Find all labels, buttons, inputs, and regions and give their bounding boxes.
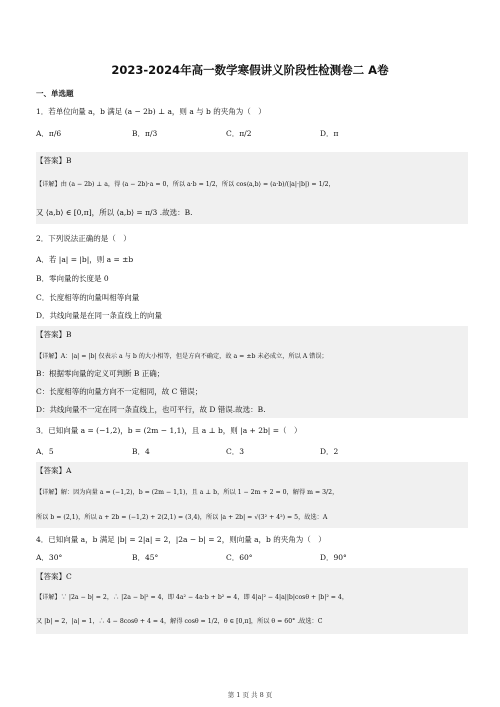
q3-options bbox=[36, 446, 466, 460]
q3-explanation-2: 所以 b = (2,1)，所以 a + 2b = (−1,2) + 2(2,1) = (3,4)，所以 |a + 2b| = √(3² + 4²) = 5，故选：A bbox=[36, 514, 328, 521]
q2-explanation-a: 【详解】A：|a| = |b| 仅表示 a 与 b 的大小相等，但是方向不确定，故 a = ±b 未必成立，所以 A 错误； bbox=[36, 353, 328, 360]
q2-explanation-d: D：共线向量不一定在同一条直线上，也可平行，故 D 错误.故选：B. bbox=[36, 405, 266, 414]
q1-explanation-1: 【详解】由 (a − 2b) ⊥ a，得 (a − 2b)·a = 0，所以 a·b = 1/2，所以 cos⟨a,b⟩ = (a·b)/(|a|·|b|) = 1/2， bbox=[36, 181, 335, 188]
q1-options bbox=[36, 128, 466, 148]
q3-option-d: D．2 bbox=[320, 447, 339, 456]
q1-option-a: A．π/6 bbox=[36, 129, 62, 138]
q2-option-a: A．若 |a| = |b|，则 a = ±b bbox=[36, 255, 134, 264]
q4-explanation-2: 又 |b| = 2，|a| = 1，∴ 4 − 8cosθ + 4 = 4，解得 cosθ = 1/2，θ ∈ [0,π]，所以 θ = 60° .故选：C bbox=[36, 618, 323, 625]
q4-option-d: D．90° bbox=[320, 553, 347, 562]
q1-answer: 【答案】B bbox=[36, 156, 72, 165]
q4-option-c: C．60° bbox=[226, 553, 253, 562]
q4-explanation-1: 【详解】∵ |2a − b| = 2，∴ |2a − b|² = 4，即 4a² − 4a·b + b² = 4，即 4|a|² − 4|a||b|cosθ + |b|² = 4， bbox=[36, 594, 349, 601]
q4-answer: 【答案】C bbox=[36, 572, 72, 581]
q4-stem: 4．已知向量 a，b 满足 |b| = 2|a| = 2，|2a − b| = 2，则向量 a，b 的夹角为（ ） bbox=[36, 535, 326, 544]
page-number: 第 1 页 共 8 页 bbox=[227, 691, 273, 699]
q1-option-b: B．π/3 bbox=[132, 129, 158, 138]
page-title: 2023-2024年高一数学寒假讲义阶段性检测卷二 A卷 bbox=[111, 63, 389, 77]
q2-explanation-b: B：根据零向量的定义可判断 B 正确； bbox=[36, 369, 165, 378]
q1-stem: 1．若单位向量 a，b 满足 (a − 2b) ⊥ a，则 a 与 b 的夹角为（ ） bbox=[36, 107, 266, 116]
q4-option-a: A．30° bbox=[36, 553, 63, 562]
section-heading: 一、单选题 bbox=[36, 89, 74, 98]
q2-option-d: D．共线向量是在同一条直线上的向量 bbox=[36, 311, 163, 320]
q3-option-b: B．4 bbox=[132, 447, 150, 456]
q3-option-a: A．5 bbox=[36, 447, 54, 456]
q2-option-b: B．零向量的长度是 0 bbox=[36, 274, 109, 283]
q2-answer: 【答案】B bbox=[36, 330, 72, 339]
q2-explanation-c: C：长度相等的向量方向不一定相同，故 C 错误； bbox=[36, 387, 203, 396]
q3-option-c: C．3 bbox=[226, 447, 245, 456]
q4-option-b: B．45° bbox=[132, 553, 159, 562]
q4-options bbox=[36, 552, 466, 566]
q3-answer: 【答案】A bbox=[36, 466, 72, 475]
q2-option-c: C．长度相等的向量叫相等向量 bbox=[36, 293, 140, 302]
q1-explanation-2: 又 ⟨a,b⟩ ∈ [0,π]，所以 ⟨a,b⟩ = π/3 .故选：B. bbox=[36, 208, 193, 217]
q1-option-d: D．π bbox=[320, 129, 339, 138]
q3-explanation-1: 【详解】解：因为向量 a = (−1,2)，b = (2m − 1,1)，且 a ⊥ b，所以 1 − 2m + 2 = 0，解得 m = 3/2， bbox=[36, 489, 339, 496]
q3-stem: 3．已知向量 a = (−1,2)，b = (2m − 1,1)，且 a ⊥ b，则 |a + 2b| =（ ） bbox=[36, 426, 302, 435]
q2-stem: 2．下列说法正确的是（ ） bbox=[36, 234, 131, 243]
q1-option-c: C．π/2 bbox=[226, 129, 252, 138]
